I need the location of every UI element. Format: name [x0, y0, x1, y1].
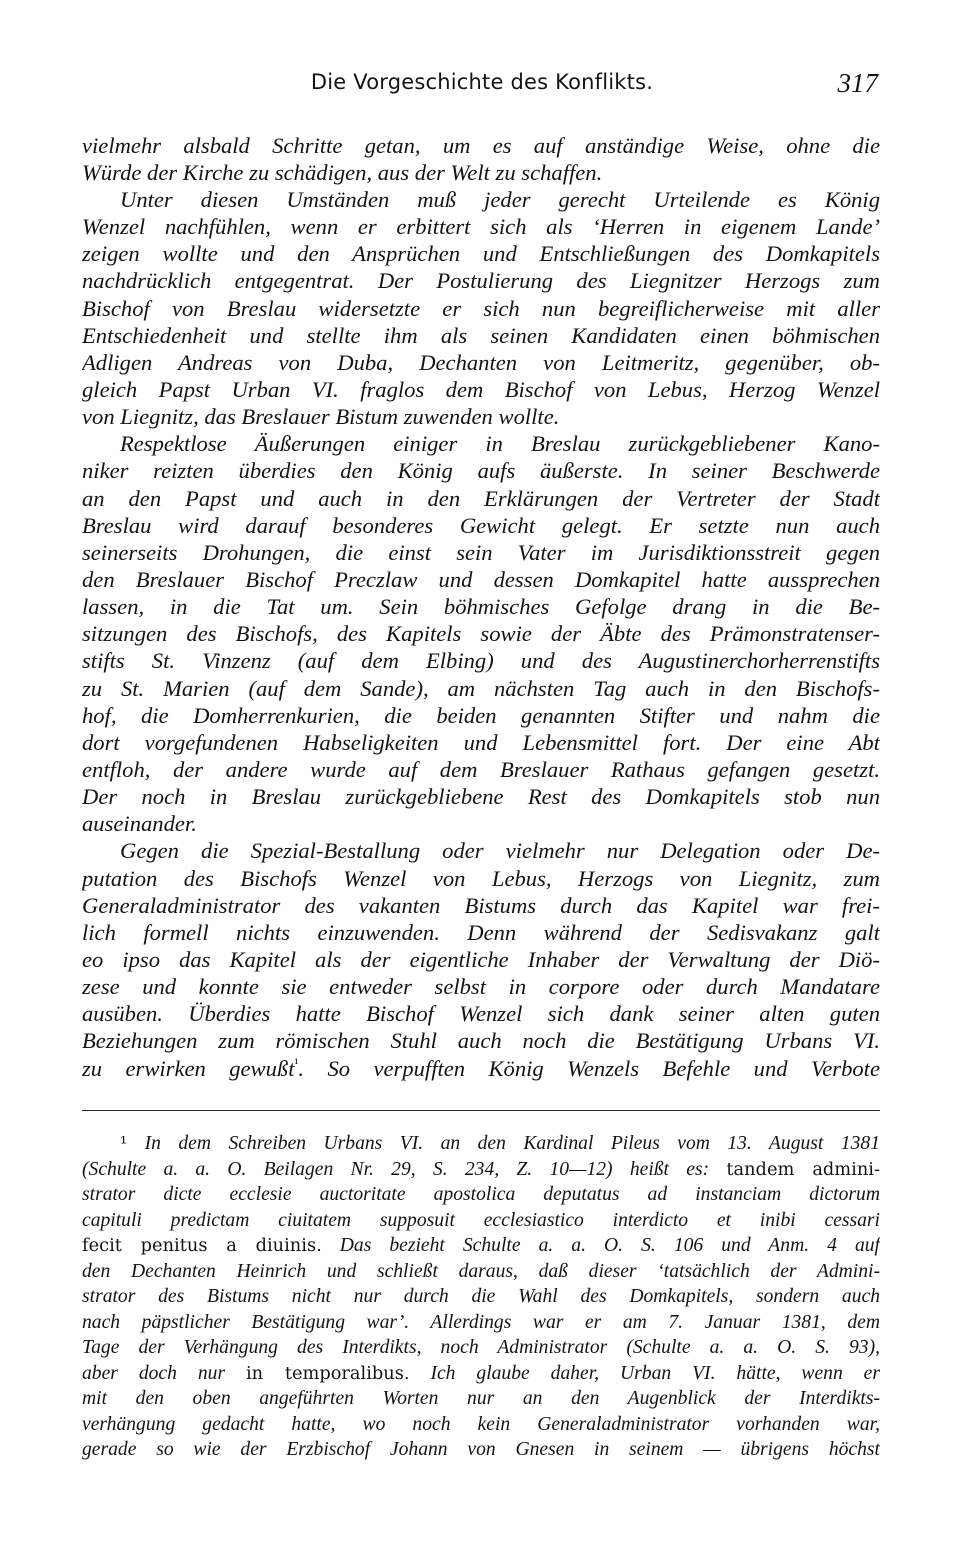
- text-line: lassen, in die Tat um. Sein böhmisches Gefolge drang in die Be-: [82, 594, 880, 619]
- footnote-reference: ¹: [294, 1055, 299, 1071]
- footnote-line: capituli predictam ciuitatem supposuit ecclesiastico interdicto et inibi cessari: [82, 1210, 880, 1231]
- text-span: zu erwirken gewußt: [82, 1056, 295, 1081]
- text-line: Der noch in Breslau zurückgebliebene Rest des Domkapitels stob nun: [82, 784, 880, 809]
- running-title: Die Vorgeschichte des Konflikts.: [310, 70, 654, 94]
- text-span: aber doch nur: [82, 1363, 246, 1384]
- footnote-line: [82, 1233, 880, 1258]
- latin-phrase: in temporalibus.: [246, 1363, 410, 1384]
- text-line: auseinander.: [82, 811, 197, 836]
- text-line: entfloh, der andere wurde auf dem Breslauer Rathaus gefangen gesetzt.: [82, 757, 880, 782]
- text-line: Entschiedenheit und stellte ihm als seinen Kandidaten einen böhmischen: [82, 323, 880, 348]
- footnote-line: den Dechanten Heinrich und schließt daraus, daß dieser ‘tatsächlich der Admini-: [82, 1261, 880, 1282]
- page-header: [82, 62, 882, 106]
- text-line: [82, 1055, 880, 1083]
- text-line: Generaladministrator des vakanten Bistums durch das Kapitel war frei-: [82, 893, 880, 918]
- text-line: Bischof von Breslau widersetzte er sich nun begreiflicherweise mit aller: [82, 296, 880, 321]
- text-line: putation des Bischofs Wenzel von Lebus, Herzogs von Liegnitz, zum: [82, 866, 880, 891]
- text-line: Adligen Andreas von Duba, Dechanten von Leitmeritz, gegenüber, ob-: [82, 350, 880, 375]
- footnote-line: [82, 1131, 880, 1156]
- page-number: 317: [837, 68, 878, 98]
- text-line: niker reizten überdies den König aufs äußerste. In seiner Beschwerde: [82, 458, 880, 483]
- footnote-line: Tage der Verhängung des Interdikts, noch Administrator (Schulte a. a. O. S. 93),: [82, 1337, 880, 1358]
- footnote-marker: ¹: [120, 1133, 128, 1154]
- text-line: Wenzel nachfühlen, wenn er erbittert sich als ‘Herren in eigenem Lande’: [82, 214, 880, 239]
- text-line: seinerseits Drohungen, die einst sein Vater im Jurisdiktionsstreit gegen: [82, 540, 880, 565]
- text-line: ausüben. Überdies hatte Bischof Wenzel sich dank seiner alten guten: [82, 1001, 880, 1026]
- text-line: Beziehungen zum römischen Stuhl auch noch die Bestätigung Urbans VI.: [82, 1028, 880, 1053]
- text-line: lich formell nichts einzuwenden. Denn während der Sedisvakanz galt: [82, 920, 880, 945]
- text-line: nachdrücklich entgegentrat. Der Postulierung des Liegnitzer Herzogs zum: [82, 268, 880, 293]
- text-line: zeigen wollte und den Ansprüchen und Entschließungen des Domkapitels: [82, 241, 880, 266]
- text-line: hof, die Domherrenkurien, die beiden genannten Stifter und nahm die: [82, 703, 880, 728]
- footnote-line: [82, 1157, 880, 1182]
- text-line: Gegen die Spezial-Bestallung oder vielmehr nur Delegation oder De-: [120, 838, 880, 863]
- text-line: zese und konnte sie entweder selbst in corpore oder durch Mandatare: [82, 974, 880, 999]
- footnote-divider: [82, 1110, 880, 1111]
- footnote-line: mit den oben angeführten Worten nur an den Augenblick der Interdikts-: [82, 1388, 880, 1409]
- text-line: Respektlose Äußerungen einiger in Breslau zurückgebliebener Kano-: [120, 431, 880, 456]
- footnote-line: [82, 1361, 880, 1386]
- text-line: dort vorgefundenen Habseligkeiten und Lebensmittel fort. Der eine Abt: [82, 730, 880, 755]
- text-span: . So verpufften König Wenzels Befehle und Verbote: [298, 1056, 880, 1081]
- text-line: Unter diesen Umständen muß jeder gerecht Urteilende es König: [120, 187, 880, 212]
- latin-quote: tandem admini-: [726, 1159, 880, 1180]
- text-line: gleich Papst Urban VI. fraglos dem Bischof von Lebus, Herzog Wenzel: [82, 377, 880, 402]
- text-line: Würde der Kirche zu schädigen, aus der Welt zu schaffen.: [82, 160, 603, 185]
- footnote-line: gerade so wie der Erzbischof Johann von Gnesen in seinem — übrigens höchst: [82, 1439, 880, 1460]
- text-line: stifts St. Vinzenz (auf dem Elbing) und des Augustinerchorherrenstifts: [82, 648, 880, 673]
- footnote-line: nach päpstlicher Bestätigung war’. Allerdings war er am 7. Januar 1381, dem: [82, 1312, 880, 1333]
- footnote-line: verhängung gedacht hatte, wo noch kein Generaladministrator vorhanden war,: [82, 1414, 880, 1435]
- text-span: (Schulte a. a. O. Beilagen Nr. 29, S. 234, Z. 10—12) heißt es:: [82, 1159, 727, 1180]
- text-line: den Breslauer Bischof Preczlaw und dessen Domkapitel hatte aussprechen: [82, 567, 880, 592]
- text-line: eo ipso das Kapitel als der eigentliche Inhaber der Verwaltung der Diö-: [82, 947, 880, 972]
- latin-quote: fecit penitus a diuinis.: [82, 1235, 322, 1256]
- text-line: Breslau wird darauf besonderes Gewicht gelegt. Er setzte nun auch: [82, 513, 880, 538]
- footnote-line: strator dicte ecclesie auctoritate apostolica deputatus ad instanciam dictorum: [82, 1184, 880, 1205]
- text-line: vielmehr alsbald Schritte getan, um es auf anständige Weise, ohne die: [82, 133, 880, 158]
- text-span: Das bezieht Schulte a. a. O. S. 106 und Anm. 4 auf: [321, 1235, 880, 1256]
- text-line: an den Papst und auch in den Erklärungen der Vertreter der Stadt: [82, 486, 880, 511]
- text-span: In dem Schreiben Urbans VI. an den Kardinal Pileus vom 13. August 1381: [127, 1133, 880, 1154]
- text-span: Ich glaube daher, Urban VI. hätte, wenn er: [409, 1363, 880, 1384]
- footnote-line: strator des Bistums nicht nur durch die Wahl des Domkapitels, sondern auch: [82, 1286, 880, 1307]
- text-line: zu St. Marien (auf dem Sande), am nächsten Tag auch in den Bischofs-: [82, 676, 880, 701]
- text-line: sitzungen des Bischofs, des Kapitels sowie der Äbte des Prämonstratenser-: [82, 621, 880, 646]
- text-line: von Liegnitz, das Breslauer Bistum zuwenden wollte.: [82, 404, 560, 429]
